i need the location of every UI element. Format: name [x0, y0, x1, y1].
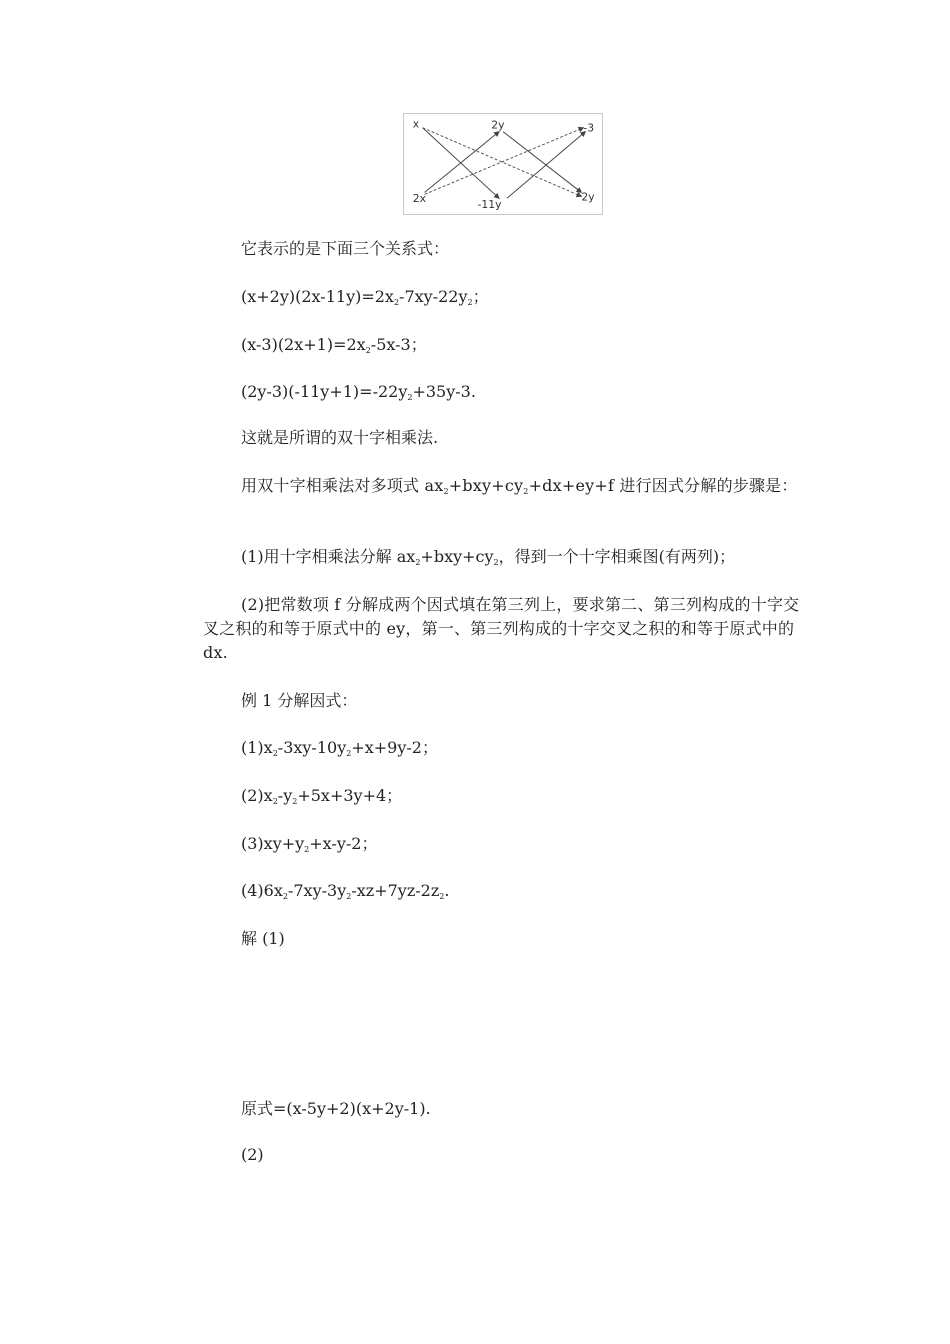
cross-diagram-svg [404, 114, 602, 214]
equation-2 [203, 333, 803, 363]
dashed-line-2x-to-neg3 [425, 128, 584, 195]
cross-line-2y-to-2y [503, 132, 581, 193]
example-3 [203, 832, 803, 862]
ex3-a: (3)xy+y [241, 834, 305, 853]
label-bottom-mid: -11y [477, 198, 502, 212]
eq1-part-b: -7xy-22y [399, 287, 468, 306]
eq1-exp-1: 2 [393, 298, 400, 307]
eq1-exp-2: 2 [467, 298, 473, 307]
ex3-exp-1: 2 [304, 845, 310, 854]
ex4-a: (4)6x [241, 881, 283, 900]
equation-3 [203, 380, 803, 410]
eq3-part-a: (2y-3)(-11y+1)=-22y [241, 382, 408, 401]
label-bottom-right: 2y [581, 190, 595, 204]
label-top-mid: 2y [491, 118, 505, 132]
ex4-b: -7xy-3y [287, 881, 347, 900]
ex2-a: (2)x [241, 786, 273, 805]
eq3-part-b: +35y-3. [412, 382, 476, 401]
ex4-exp-2: 2 [346, 892, 352, 901]
ex1-exp-2: 2 [346, 749, 352, 758]
step-1 [203, 545, 803, 575]
ex1-exp-1: 2 [272, 749, 278, 758]
cross-line-neg11y-to-neg3 [507, 132, 585, 199]
ex4-d: . [444, 881, 450, 900]
double-cross-diagram [403, 113, 603, 215]
step1-c: ，得到一个十字相乘图(有两列)； [498, 547, 736, 566]
ex1-c: +x+9y-2； [351, 738, 438, 757]
eq1-part-c: ； [472, 287, 489, 306]
ex2-b: -y [277, 786, 293, 805]
step1-exp-1: 2 [415, 558, 421, 567]
eq2-exp-1: 2 [365, 346, 371, 355]
eq1-part-a: (x+2y)(2x-11y)=2x [241, 287, 394, 306]
example-4 [203, 879, 803, 909]
cross-line-2x-to-2y [425, 132, 500, 193]
ex4-c: -xz+7yz-2z [351, 881, 440, 900]
steps-intro-b: +bxy+cy [448, 476, 524, 495]
ex4-exp-1: 2 [282, 892, 288, 901]
step-2: (2)把常数项 f 分解成两个因式填在第三列上，要求第二、第三列构成的十字交叉之积的和等于原式中的 ey，第一、第三列构成的十字交叉之积的和等于原式中的 dx. [203, 595, 800, 662]
steps-intro-exp-1: 2 [443, 487, 449, 496]
ex3-b: +x-y-2； [309, 834, 378, 853]
label-top-right: -3 [583, 121, 595, 135]
equation-1 [203, 285, 803, 315]
steps-intro-exp-2: 2 [523, 487, 529, 496]
example-1 [203, 736, 803, 766]
example-title: 例 1 分解因式： [241, 691, 358, 710]
example-2 [203, 784, 803, 814]
steps-intro [203, 474, 803, 504]
ex4-exp-3: 2 [439, 892, 445, 901]
ex1-b: -3xy-10y [277, 738, 347, 757]
steps-intro-c: +dx+ey+f 进行因式分解的步骤是： [528, 476, 798, 495]
step1-a: (1)用十字相乘法分解 ax [241, 547, 416, 566]
intro-text: 它表示的是下面三个关系式： [241, 239, 450, 258]
step1-exp-2: 2 [493, 558, 499, 567]
result-1: 原式=(x-5y+2)(x+2y-1). [241, 1099, 431, 1118]
ex1-a: (1)x [241, 738, 273, 757]
ex2-exp-1: 2 [272, 797, 278, 806]
eq2-part-b: -5x-3； [370, 335, 427, 354]
part-2-label: (2) [241, 1145, 264, 1164]
step1-b: +bxy+cy [420, 547, 494, 566]
solution-start: 解 (1) [241, 929, 285, 948]
method-name: 这就是所谓的双十字相乘法. [241, 428, 439, 447]
label-bottom-left: 2x [412, 192, 427, 206]
steps-intro-a: 用双十字相乘法对多项式 ax [241, 476, 444, 495]
eq2-part-a: (x-3)(2x+1)=2x [241, 335, 366, 354]
label-top-left: x [412, 117, 420, 131]
ex2-exp-2: 2 [292, 797, 298, 806]
ex2-c: +5x+3y+4； [297, 786, 403, 805]
eq3-exp-1: 2 [407, 393, 413, 402]
